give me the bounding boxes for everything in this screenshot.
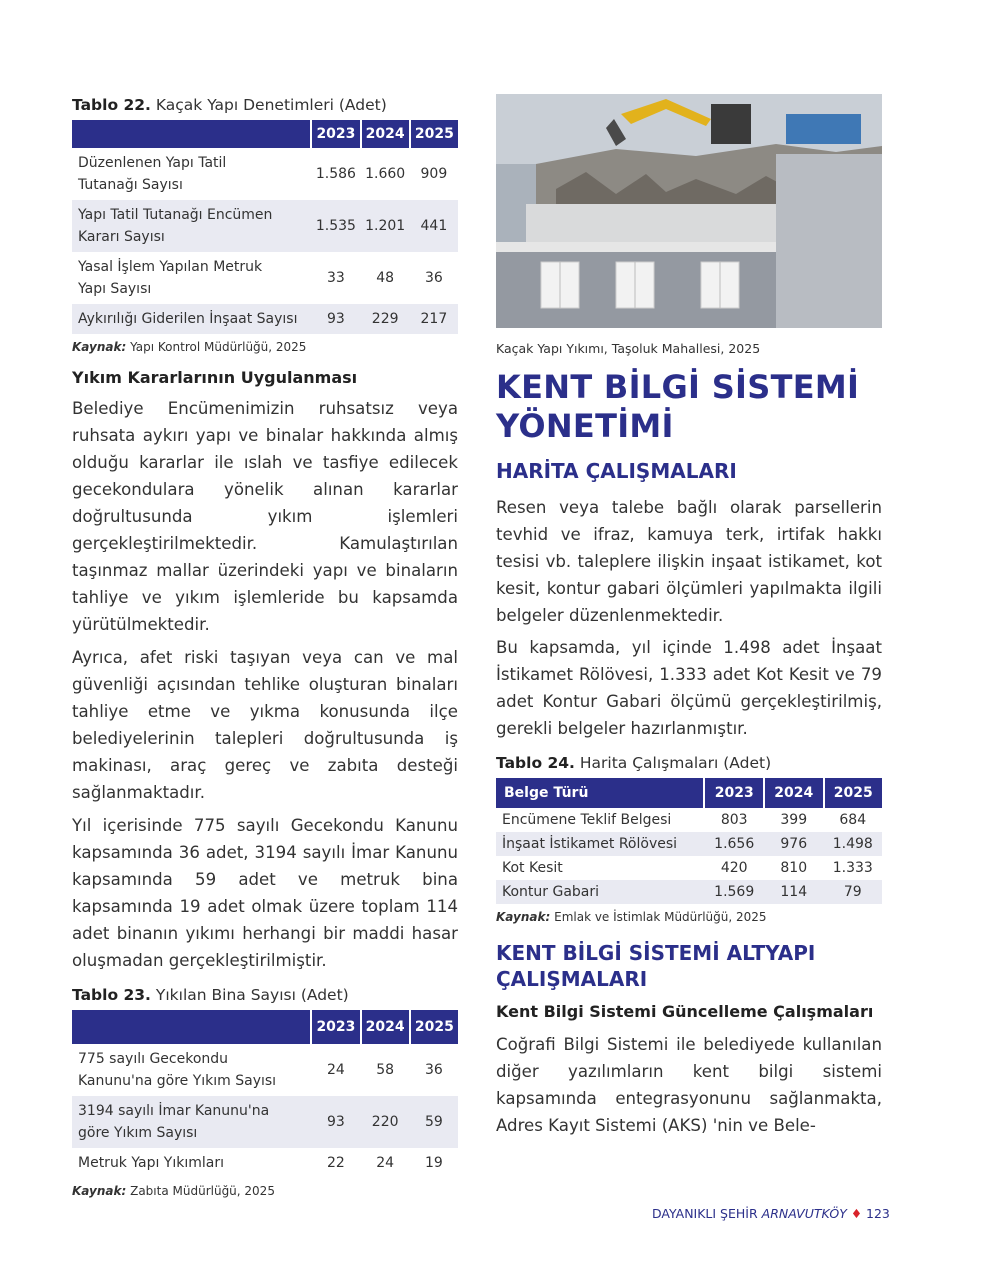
table23-header-2023: 2023 bbox=[311, 1010, 360, 1044]
source-label: Kaynak: bbox=[496, 910, 551, 924]
section-heading-altyapi: KENT BİLGİ SİSTEMİ ALTYAPI ÇALIŞMALARI bbox=[496, 941, 816, 991]
row-label: Kontur Gabari bbox=[496, 880, 704, 904]
cell-2025: 441 bbox=[410, 200, 458, 252]
table23-caption bbox=[72, 986, 458, 1004]
cell-2025: 684 bbox=[839, 812, 867, 828]
right-column bbox=[496, 94, 882, 1139]
table-row bbox=[72, 1148, 458, 1178]
row-label: İnşaat İstikamet Rölövesi bbox=[496, 832, 704, 856]
cell-2025: 19 bbox=[424, 1155, 443, 1171]
table24-source: Kaynak: Emlak ve İstimlak Müdürlüğü, 2025 bbox=[496, 910, 767, 924]
table24-caption bbox=[496, 754, 882, 772]
table22-header-row bbox=[72, 120, 458, 148]
demolition-paragraph-1: Belediye Encümenimizin ruhsatsız veya ruhsata aykırı yapı ve binalar hakkında almış olduğu kararlar ile ıslah ve tasfiye edilecek gecekondulara yönelik alınan kararlar doğrultusunda yıkım işlemleri gerçekleştirilmektedir. Kamulaştırılan taşınmaz mallar üzerindeki yapı ve binaların tahliye ve yıkım işlemleride bu kapsamda yürütülmektedir. bbox=[72, 399, 458, 634]
row-label: Metruk Yapı Yıkımları bbox=[78, 1155, 224, 1171]
cell-2023: 1.586 bbox=[315, 166, 356, 182]
row-label: Yasal İşlem Yapılan Metruk Yapı Sayısı bbox=[78, 259, 263, 297]
table23 bbox=[72, 1010, 458, 1178]
footer-text: DAYANIKLI ŞEHİR bbox=[652, 1206, 758, 1221]
table22-header-2025: 2025 bbox=[410, 120, 458, 148]
cell-2023: 93 bbox=[311, 1096, 360, 1148]
row-label: Kot Kesit bbox=[502, 860, 563, 876]
cell-2023: 1.569 bbox=[704, 880, 764, 904]
table24-header-2024: 2024 bbox=[764, 778, 824, 808]
table22-header-2023: 2023 bbox=[311, 120, 360, 148]
cell-2023: 93 bbox=[311, 304, 360, 334]
table24-header-type: Belge Türü bbox=[496, 778, 704, 808]
photo-caption: Kaçak Yapı Yıkımı, Taşoluk Mahallesi, 2025 bbox=[496, 341, 761, 356]
cell-2024: 976 bbox=[764, 832, 824, 856]
update-subheading: Kent Bilgi Sistemi Güncelleme Çalışmaları bbox=[496, 1002, 874, 1021]
table22-header-blank bbox=[72, 120, 311, 148]
cell-2025: 36 bbox=[424, 270, 443, 286]
table-row bbox=[72, 148, 458, 200]
cell-2025: 217 bbox=[410, 304, 458, 334]
cell-2023: 33 bbox=[327, 270, 345, 286]
cell-2023: 803 bbox=[720, 812, 748, 828]
table24-header-2023: 2023 bbox=[704, 778, 764, 808]
table-row bbox=[72, 1044, 458, 1096]
cell-2024: 48 bbox=[376, 270, 395, 286]
table22-header-2024: 2024 bbox=[361, 120, 410, 148]
cell-2025: 36 bbox=[424, 1062, 443, 1078]
table23-header-row bbox=[72, 1010, 458, 1044]
table23-source: Kaynak: Zabıta Müdürlüğü, 2025 bbox=[72, 1184, 275, 1198]
table24-header-row bbox=[496, 778, 882, 808]
left-column bbox=[72, 96, 458, 1198]
demolition-paragraph-3: Yıl içerisinde 775 sayılı Gecekondu Kanunu kapsamında 36 adet, 3194 sayılı İmar Kanunu kapsamında 59 adet ve metruk bina kapsamında 19 adet olmak üzere toplam 114 adet binanın yıkımı herhangi bir maddi hasar oluşmadan gerçekleştirilmiştir. bbox=[72, 816, 458, 970]
table-row bbox=[496, 880, 882, 904]
table-row bbox=[72, 252, 458, 304]
harita-paragraph-2: Bu kapsamda, yıl içinde 1.498 adet İnşaat İstikamet Rölövesi, 1.333 adet Kot Kesit ve 79 adet Kontur Gabari ölçümü gerçekleştirilmiş, gerekli belgeler hazırlanmıştır. bbox=[496, 638, 882, 738]
table22 bbox=[72, 120, 458, 334]
cell-2025: 1.498 bbox=[824, 832, 882, 856]
table24-title: Harita Çalışmaları (Adet) bbox=[579, 754, 772, 772]
table22-number: Tablo 22. bbox=[72, 96, 151, 114]
cell-2024: 1.660 bbox=[365, 166, 406, 182]
demolition-photo bbox=[496, 94, 882, 328]
cell-2024: 399 bbox=[780, 812, 808, 828]
table23-title: Yıkılan Bina Sayısı (Adet) bbox=[155, 986, 349, 1004]
source-label: Kaynak: bbox=[72, 1184, 127, 1198]
cell-2023: 420 bbox=[720, 860, 748, 876]
section-title: KENT BİLGİ SİSTEMİ YÖNETİMİ bbox=[496, 368, 860, 445]
table22-title: Kaçak Yapı Denetimleri (Adet) bbox=[155, 96, 387, 114]
table22-source: Kaynak: Yapı Kontrol Müdürlüğü, 2025 bbox=[72, 340, 307, 354]
row-label: Yapı Tatil Tutanağı Encümen Kararı Sayısı bbox=[72, 200, 311, 252]
table-row bbox=[496, 856, 882, 880]
table-row bbox=[72, 304, 458, 334]
source-label: Kaynak: bbox=[72, 340, 127, 354]
table24 bbox=[496, 778, 882, 904]
table22-caption bbox=[72, 96, 458, 114]
demolition-heading: Yıkım Kararlarının Uygulanması bbox=[72, 368, 358, 387]
cell-2023: 24 bbox=[327, 1062, 345, 1078]
table24-header-2025: 2025 bbox=[824, 778, 882, 808]
demolition-paragraph-2: Ayrıca, afet riski taşıyan veya can ve mal güvenliği açısından tehlike oluşturan binaları tahliye etme ve yıkma konusunda ilçe belediyelerinin talepleri doğrultusunda iş makinası, araç gereç ve zabıta desteği sağlanmaktadır. bbox=[72, 648, 458, 802]
cell-2024: 220 bbox=[361, 1096, 410, 1148]
row-label: Düzenlenen Yapı Tatil Tutanağı Sayısı bbox=[78, 155, 227, 193]
page-number: 123 bbox=[866, 1206, 890, 1221]
row-label: Encümene Teklif Belgesi bbox=[502, 812, 672, 828]
row-label: 775 sayılı Gecekondu Kanunu'na göre Yıkım Sayısı bbox=[78, 1051, 277, 1089]
footer-brand: ARNAVUTKÖY bbox=[761, 1206, 847, 1221]
table-row bbox=[496, 808, 882, 832]
table23-header-blank bbox=[72, 1010, 311, 1044]
table23-number: Tablo 23. bbox=[72, 986, 151, 1004]
footer-diamond-icon: ♦ bbox=[850, 1206, 863, 1221]
table23-header-2025: 2025 bbox=[410, 1010, 458, 1044]
table24-number: Tablo 24. bbox=[496, 754, 575, 772]
cell-2024: 810 bbox=[780, 860, 808, 876]
cell-2024: 58 bbox=[376, 1062, 395, 1078]
row-label: Aykırılığı Giderilen İnşaat Sayısı bbox=[72, 304, 311, 334]
kbs-paragraph: Coğrafi Bilgi Sistemi ile belediyede kullanılan diğer yazılımların kent bilgi sistemi kapsamında entegrasyonunu sağlanmakta, Adres Kayıt Sistemi (AKS) 'nin ve Bele- bbox=[496, 1035, 882, 1135]
section-heading-harita: HARİTA ÇALIŞMALARI bbox=[496, 459, 737, 483]
cell-2024: 24 bbox=[376, 1155, 395, 1171]
table-row bbox=[72, 1096, 458, 1148]
cell-2025: 59 bbox=[410, 1096, 458, 1148]
table-row bbox=[72, 200, 458, 252]
cell-2023: 1.535 bbox=[311, 200, 360, 252]
cell-2025: 1.333 bbox=[832, 860, 873, 876]
row-label: 3194 sayılı İmar Kanunu'na göre Yıkım Sayısı bbox=[72, 1096, 311, 1148]
cell-2024: 229 bbox=[361, 304, 410, 334]
table-row bbox=[496, 832, 882, 856]
cell-2023: 22 bbox=[327, 1155, 345, 1171]
harita-paragraph-1: Resen veya talebe bağlı olarak parsellerin tevhid ve ifraz, kamuya terk, irtifak hakkı tesisi vb. taleplere ilişkin inşaat istikamet, kot kesit, kontur gabari ölçümleri yapılmakta ilgili belgeler düzenlenmektedir. bbox=[496, 498, 882, 625]
page-footer bbox=[652, 1206, 890, 1221]
cell-2024: 114 bbox=[764, 880, 824, 904]
cell-2025: 909 bbox=[420, 166, 448, 182]
cell-2024: 1.201 bbox=[361, 200, 410, 252]
cell-2025: 79 bbox=[824, 880, 882, 904]
cell-2023: 1.656 bbox=[704, 832, 764, 856]
table23-header-2024: 2024 bbox=[361, 1010, 410, 1044]
